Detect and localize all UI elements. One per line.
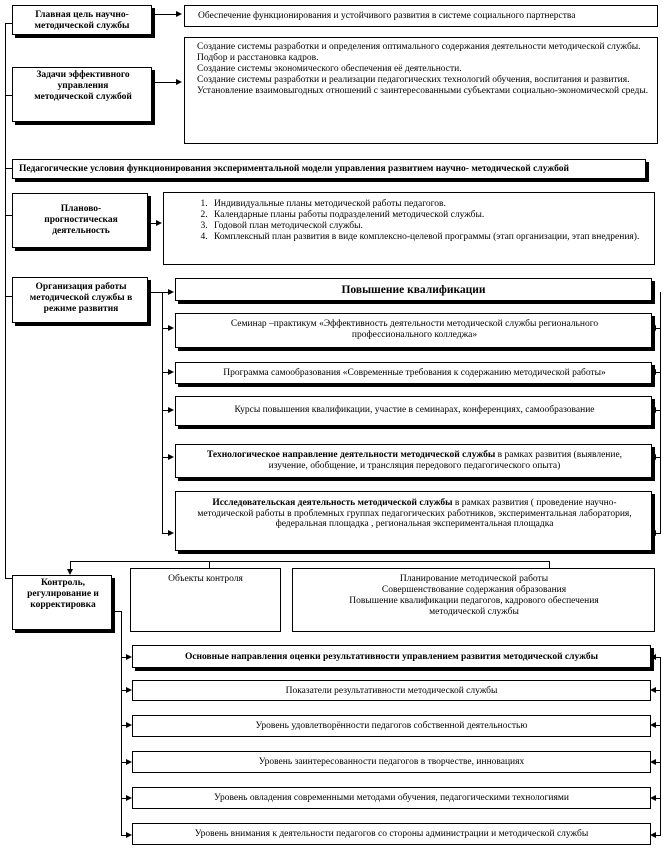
planning-label: Планово-прогностическая деятельность — [44, 204, 118, 236]
goal-label: Главная цель научно-методической службы — [34, 10, 130, 31]
assessment-item-text: Уровень овладения современными методами обучения, педагогическими технологиями — [214, 793, 569, 803]
org-item-3 — [175, 396, 652, 426]
assessment-item — [132, 680, 651, 701]
qualification-header-box — [175, 278, 652, 301]
organization-label: Организация работы методической службы в режиме развития — [29, 282, 133, 314]
org-item-4 — [175, 444, 652, 478]
task-item: Подбор и расстановка кадров. — [197, 53, 319, 63]
org-item-text: Исследовательская деятельность методической службы в рамках развития ( проведение научно-методической работы в проблемных группах педагогических работников, экспериментальная лаборатория, федеральная площадка , региональная экспериментальная площадка — [197, 498, 632, 529]
control-planning-line: Совершенствование содержания образования — [381, 585, 567, 595]
planning-item: 4. Комплексный план развития в виде комплексно-целевой программы (этап организации, этап внедрения). — [210, 232, 640, 243]
goal-label-box — [12, 5, 152, 35]
planning-list-box — [163, 192, 655, 265]
assessment-item — [132, 787, 651, 809]
control-planning-box — [292, 568, 655, 632]
assessment-item — [132, 823, 651, 845]
org-item-5 — [175, 491, 652, 551]
task-item: Создание системы экономического обеспечения её деятельности. — [197, 64, 462, 74]
assessment-header-box — [132, 645, 651, 668]
conditions-title: Педагогические условия функционирования экспериментальной модели управления развитием научно- методической службой — [19, 164, 569, 174]
task-item: Создание системы разработки и определения оптимального содержания деятельности методической службы. — [197, 42, 641, 52]
planning-item: 3. Годовой план методической службы. — [210, 221, 640, 232]
assessment-item — [132, 751, 651, 773]
assessment-header: Основные направления оценки результативности управлением развития методической службы — [184, 652, 599, 662]
tasks-label: Задачи эффективного управления методической службой — [34, 70, 132, 102]
control-label: Контроль, регулирование и корректировка — [27, 578, 99, 610]
org-item-text: Программа самообразования «Современные требования к содержанию методической работы» — [223, 368, 606, 378]
control-objects-box — [130, 568, 281, 632]
assessment-item — [132, 715, 651, 737]
tasks-text-box — [184, 37, 658, 144]
tasks-label-box — [12, 67, 152, 122]
tasks-list — [197, 42, 653, 97]
control-objects: Объекты контроля — [168, 574, 243, 584]
org-item-text: Технологическое направление деятельности методической службы в рамках развития (выявление, изучение, обобщение, и трансляция передового педагогического опыта) — [206, 450, 623, 471]
planning-item: 2. Календарные планы работы подразделений методической службы. — [210, 210, 640, 221]
assessment-item-text: Уровень заинтересованности педагогов в творчестве, инновациях — [258, 757, 525, 767]
planning-list — [196, 199, 640, 243]
conditions-box — [12, 159, 646, 179]
control-planning-lines — [323, 574, 625, 618]
task-item: Создание системы разработки и реализации педагогических технологий обучения, воспитания и развития. — [197, 75, 630, 85]
assessment-item-text: Уровень удовлетворённости педагогов собственной деятельностью — [255, 721, 528, 731]
planning-item: 1. Индивидуальные планы методической работы педагогов. — [210, 199, 640, 210]
qualification-header: Повышение квалификации — [341, 284, 486, 296]
assessment-item-text: Показатели результативности методической службы — [285, 686, 498, 696]
control-label-box — [12, 575, 112, 630]
org-item-text: Семинар –практикум «Эффективность деятельности методической службы регионального профессионального колледжа» — [230, 319, 599, 340]
goal-text: Обеспечение функционирования и устойчивого развития в системе социального партнерства — [198, 11, 576, 21]
control-planning-line: Планирование методической работы — [399, 574, 549, 584]
assessment-item-text: Уровень внимания к деятельности педагогов со стороны администрации и методической службы — [194, 829, 589, 839]
control-planning-line: Повышение квалификации педагогов, кадрового обеспечения методической службы — [349, 596, 599, 617]
org-item-text: Курсы повышения квалификации, участие в семинарах, конференциях, самообразование — [234, 405, 595, 415]
goal-text-box — [184, 5, 658, 27]
task-item: Установление взаимовыгодных отношений с заинтересованными субъектами социально-экономической среды. — [197, 86, 649, 96]
organization-label-box — [12, 277, 148, 323]
planning-label-box — [12, 193, 148, 248]
org-item-2 — [175, 362, 652, 384]
org-item-1 — [175, 313, 652, 348]
